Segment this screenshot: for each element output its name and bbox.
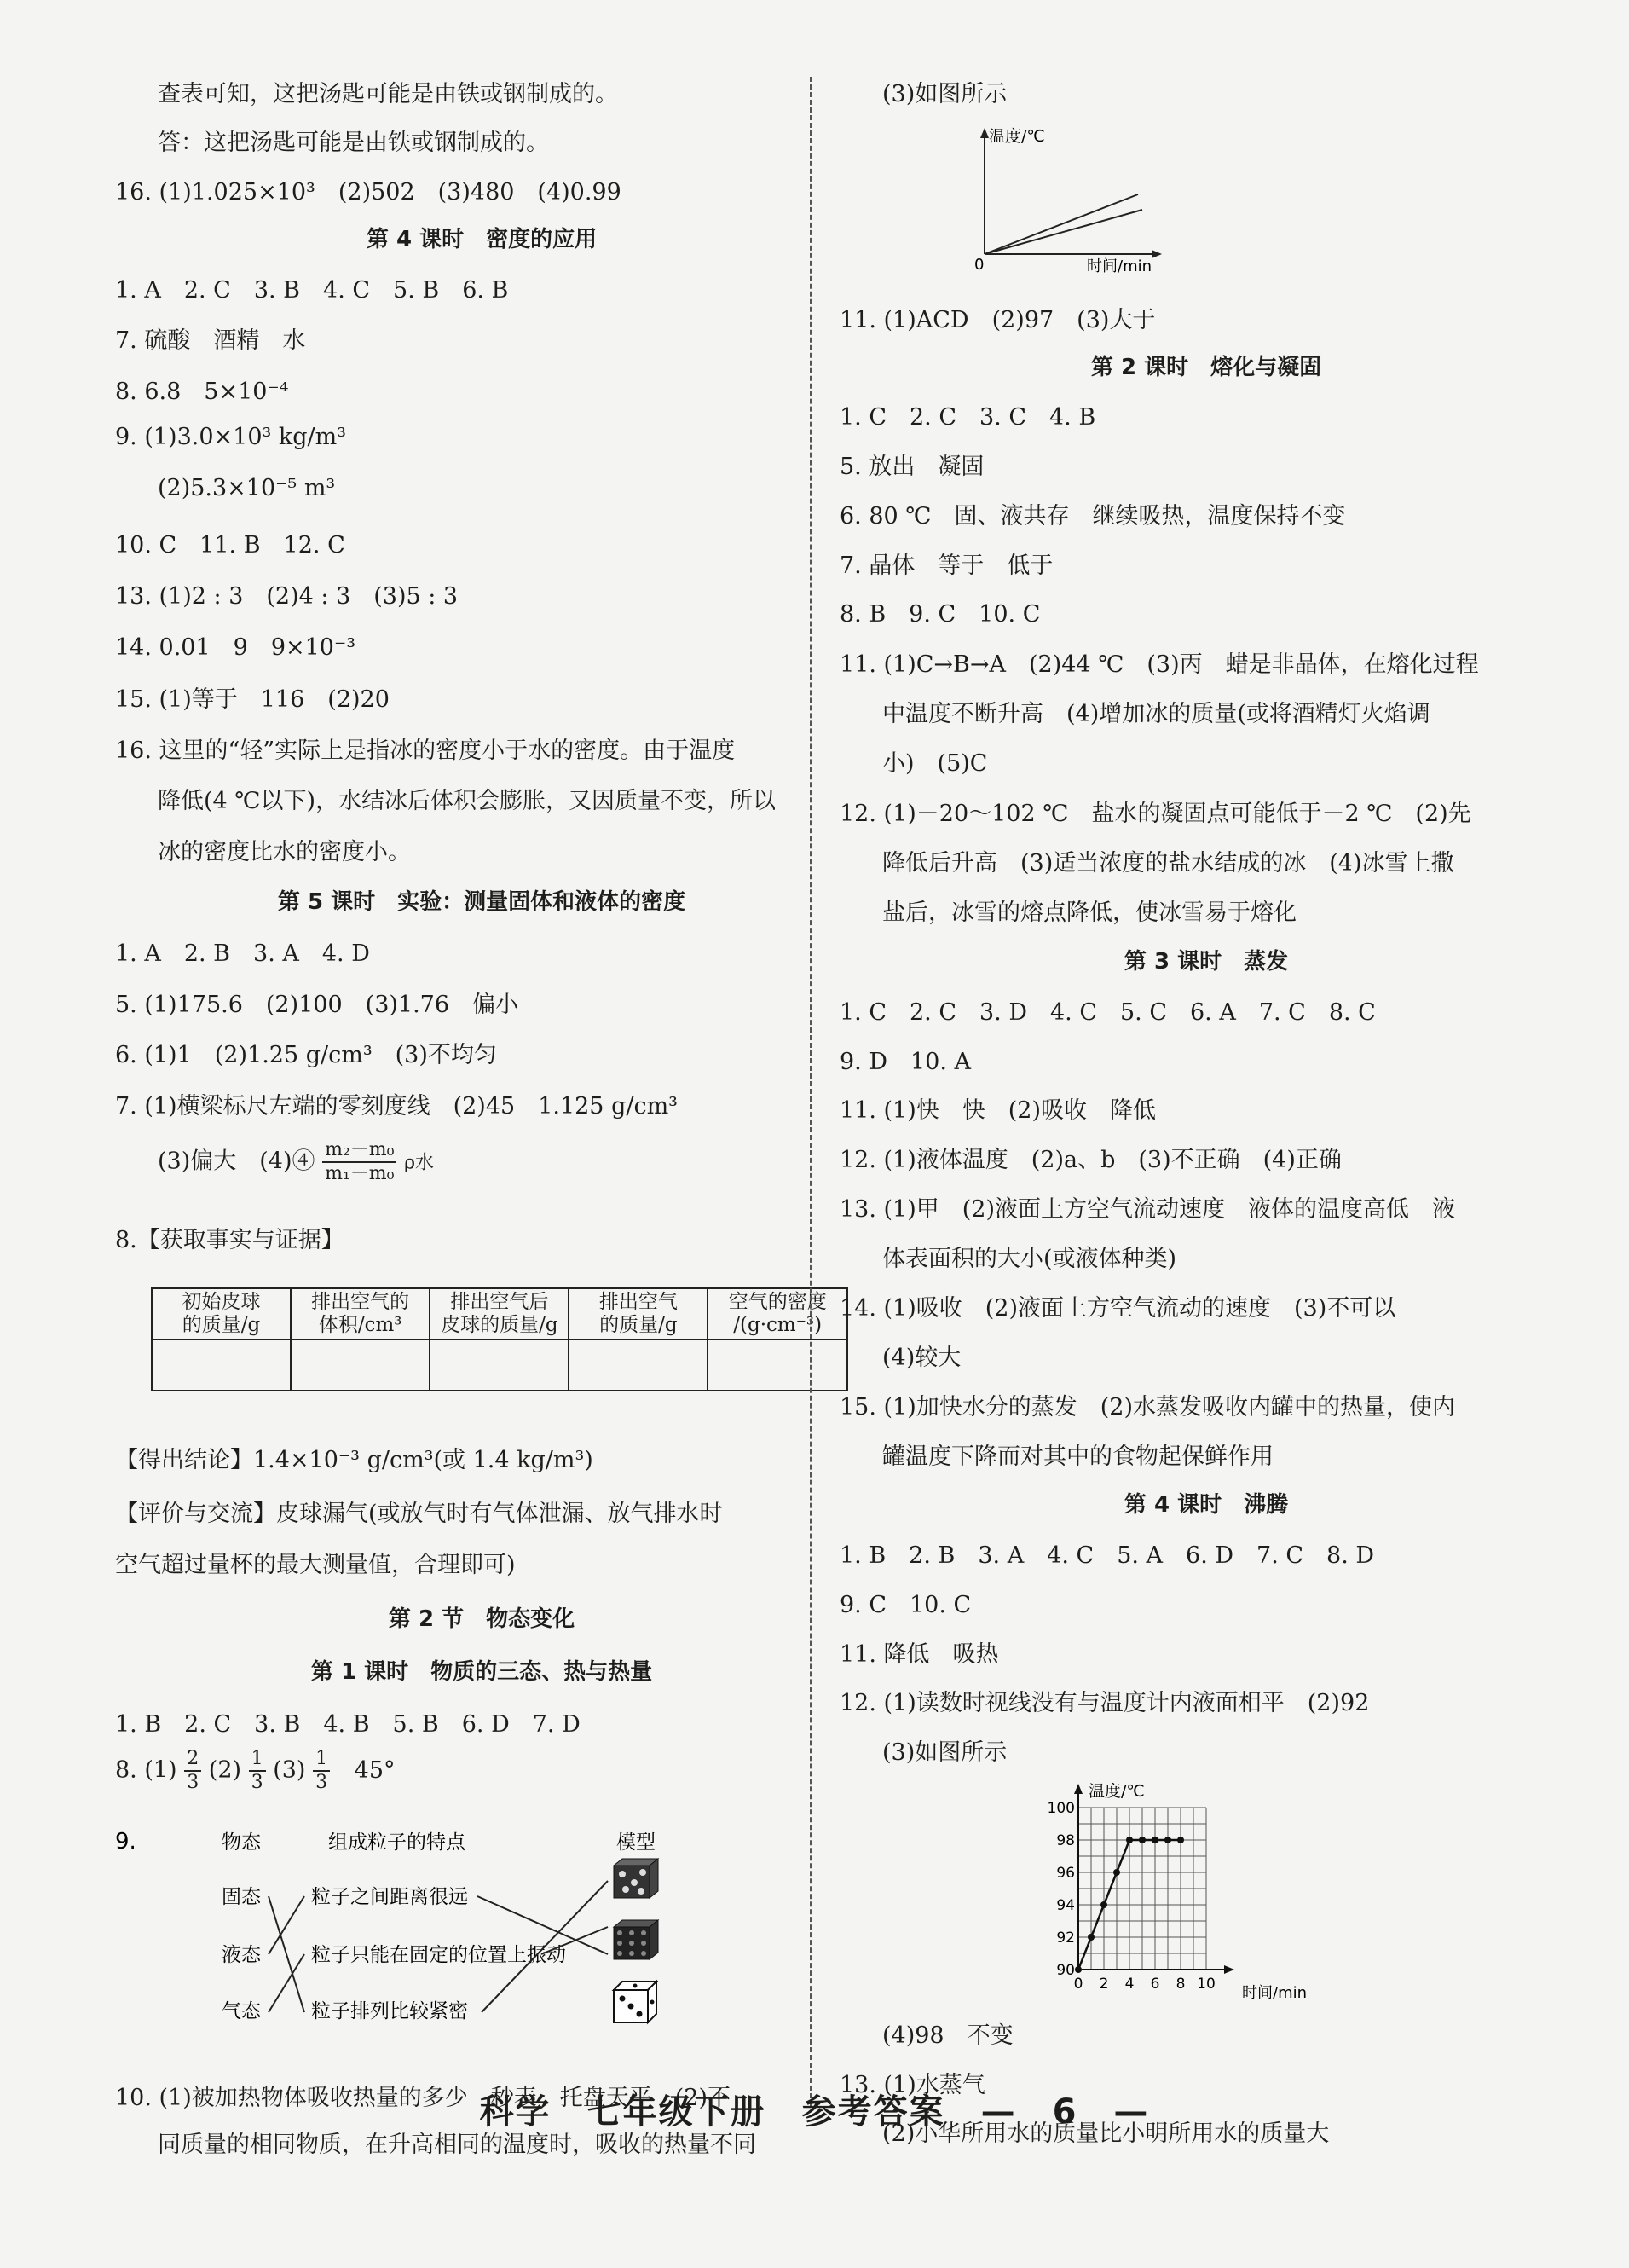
- model-icons: [614, 1859, 658, 2022]
- x-tick-label: 2: [1099, 1976, 1109, 1993]
- text-line: 降低后升高 (3)适当浓度的盐水结成的冰 (4)冰雪上撒: [882, 850, 1454, 877]
- y-tick-label: 92: [1056, 1930, 1075, 1947]
- text-line: 10. (1)被加热物体吸收热量的多少 秒表 托盘天平 (2)不: [115, 2085, 731, 2111]
- text-line: 1. C 2. C 3. D 4. C 5. C 6. A 7. C 8. C: [840, 999, 1376, 1026]
- y-tick-label: 98: [1056, 1832, 1075, 1849]
- fraction: $\frac{1}{3}$: [249, 1748, 266, 1794]
- text-line: 14. (1)吸收 (2)液面上方空气流动的速度 (3)不可以: [840, 1295, 1396, 1322]
- states-matching-diagram: [115, 1825, 848, 2063]
- table-cell-empty: [291, 1339, 430, 1391]
- text-line: 9. D 10. A: [840, 1049, 972, 1075]
- state-gas: 气态: [222, 2000, 261, 2022]
- text-line: 12. (1)－20～102 ℃ 盐水的凝固点可能低于－2 ℃ (2)先: [840, 801, 1471, 827]
- chart-axes: [1074, 1784, 1234, 1974]
- y-axis-arrow: [1074, 1784, 1083, 1794]
- section-heading: 第 5 课时 实验：测量固体和液体的密度: [277, 889, 686, 915]
- text-line: 中温度不断升高 (4)增加冰的质量(或将酒精灯火焰调: [882, 701, 1430, 727]
- text-line: 7. (1)横梁标尺左端的零刻度线 (2)45 1.125 g/cm³: [115, 1093, 678, 1120]
- section-heading: 第 1 课时 物质的三态、热与热量: [310, 1659, 653, 1685]
- feature-far: 粒子之间距离很远: [311, 1886, 468, 1908]
- table-cell: 空气的密度 /(g·cm⁻³): [708, 1288, 847, 1339]
- text-line: 12. (1)读数时视线没有与温度计内液面相平 (2)92: [840, 1690, 1370, 1716]
- text-line: 体表面积的大小(或液体种类): [882, 1246, 1177, 1272]
- text-line: 10. C 11. B 12. C: [115, 532, 345, 558]
- boiling-temperature-chart: [1044, 1778, 1308, 2004]
- temperature-sketch-graph: [968, 118, 1189, 275]
- x-axis-arrow: [1224, 1965, 1234, 1974]
- text-line: 6. (1)1 (2)1.25 g/cm³ (3)不均匀: [115, 1042, 497, 1068]
- dense-particle-model-icon: [614, 1859, 658, 1898]
- state-liquid: 液态: [222, 1944, 261, 1966]
- text-line: 9. (1)3.0×10³ kg/m³: [115, 424, 347, 450]
- fraction-prefix: (3)偏大 (4)④: [158, 1148, 315, 1175]
- text-line: 8. B 9. C 10. C: [840, 601, 1041, 628]
- text-line: 1. C 2. C 3. C 4. B: [840, 404, 1096, 431]
- text-line: 15. (1)加快水分的蒸发 (2)水蒸发吸收内罐中的热量，使内: [840, 1394, 1456, 1420]
- table-cell: 排出空气后 皮球的质量/g: [430, 1288, 569, 1339]
- text-line: 13. (1)水蒸气: [840, 2072, 985, 2098]
- lattice-model-icon: [614, 1920, 658, 1959]
- text-line: 查表可知，这把汤匙可能是由铁或钢制成的。: [158, 81, 618, 107]
- data-point: [1139, 1837, 1146, 1843]
- text-line: 5. 放出 凝固: [840, 454, 985, 480]
- header-model: 模型: [616, 1831, 656, 1854]
- feature-close: 粒子排列比较紧密: [311, 2000, 468, 2022]
- header-feature: 组成粒子的特点: [328, 1831, 465, 1854]
- table-cell-empty: [708, 1339, 847, 1391]
- text-line: 【评价与交流】皮球漏气(或放气时有气体泄漏、放气排水时: [115, 1501, 723, 1527]
- data-point: [1164, 1837, 1171, 1843]
- text-line: 16. (1)1.025×10³ (2)502 (3)480 (4)0.99: [115, 179, 621, 205]
- data-point: [1113, 1869, 1120, 1876]
- text-line: 8. 6.8 5×10⁻⁴: [115, 379, 289, 405]
- text-line: 答：这把汤匙可能是由铁或钢制成的。: [158, 130, 549, 156]
- rho-water: ρ水: [404, 1152, 434, 1174]
- y-tick-label: 96: [1056, 1865, 1075, 1882]
- text-line: 6. 80 ℃ 固、液共存 继续吸热，温度保持不变: [840, 503, 1346, 529]
- text-line-fraction: [158, 1139, 434, 1185]
- x-tick-label: 8: [1176, 1976, 1186, 1993]
- text-line: 降低(4 ℃以下)，水结冰后体积会膨胀，又因质量不变，所以: [158, 788, 777, 814]
- text-line: (4)较大: [882, 1345, 962, 1371]
- page-footer: 科学 七年级下册 参考答案 — 6 —: [479, 2092, 1150, 2132]
- graph-xlabel: 时间/min: [1087, 257, 1152, 275]
- text-line: 14. 0.01 9 9×10⁻³: [115, 634, 356, 661]
- graph-ylabel: 温度/℃: [989, 127, 1045, 146]
- text-line: (4)98 不变: [882, 2022, 1014, 2049]
- table-row: [152, 1288, 847, 1339]
- text-line-fractions: 8. (1) $\frac{2}{3}$ (2) $\frac{1}{3}$ (3) $\frac{1}{3}$ 45°: [115, 1748, 396, 1793]
- data-point: [1100, 1901, 1107, 1908]
- section-heading: 第 4 课时 密度的应用: [366, 227, 598, 252]
- text-line: 5. (1)175.6 (2)100 (3)1.76 偏小: [115, 992, 519, 1018]
- y-tick-label: 100: [1047, 1800, 1075, 1817]
- text-line: 1. A 2. B 3. A 4. D: [115, 940, 370, 967]
- text-line: 13. (1)2 : 3 (2)4 : 3 (3)5 : 3: [115, 583, 459, 610]
- text-line: 1. B 2. B 3. A 4. C 5. A 6. D 7. C 8. D: [840, 1542, 1375, 1569]
- table-cell: 排出空气的 体积/cm³: [291, 1288, 430, 1339]
- chart-ticks: [1048, 1800, 1216, 1993]
- density-fraction: [322, 1139, 396, 1185]
- text-line: 空气超过量杯的最大测量值，合理即可): [115, 1552, 516, 1578]
- graph-origin: 0: [974, 256, 985, 274]
- text-line: 同质量的相同物质，在升高相同的温度时，吸收的热量不同: [158, 2132, 756, 2158]
- fraction-numerator: m₂－m₀: [322, 1139, 396, 1163]
- text-line: 11. (1)ACD (2)97 (3)大于: [840, 307, 1156, 333]
- text-line: 16. 这里的“轻”实际上是指冰的密度小于水的密度。由于温度: [115, 738, 736, 764]
- text-line: 1. B 2. C 3. B 4. B 5. B 6. D 7. D: [115, 1711, 581, 1738]
- section-heading: 第 3 课时 蒸发: [1124, 949, 1289, 975]
- y-tick-label: 94: [1056, 1897, 1075, 1914]
- text-line: (2)5.3×10⁻⁵ m³: [158, 475, 336, 501]
- text-line: 【得出结论】1.4×10⁻³ g/cm³(或 1.4 kg/m³): [115, 1447, 593, 1473]
- data-point: [1152, 1837, 1158, 1843]
- x-tick-label: 0: [1073, 1976, 1083, 1993]
- text-line: 9. C 10. C: [840, 1592, 972, 1618]
- text-line: 8.【获取事实与证据】: [115, 1227, 344, 1253]
- fraction: $\frac{2}{3}$: [184, 1748, 201, 1794]
- x-tick-label: 4: [1124, 1976, 1135, 1993]
- text-line: 11. (1)快 快 (2)吸收 降低: [840, 1097, 1157, 1124]
- table-cell-empty: [569, 1339, 708, 1391]
- header-state: 物态: [222, 1831, 261, 1854]
- feature-vibrate: 粒子只能在固定的位置上振动: [311, 1944, 566, 1966]
- text-line: 15. (1)等于 116 (2)20: [115, 686, 390, 713]
- text-line: (2)小华所用水的质量比小明所用水的质量大: [882, 2120, 1330, 2147]
- text-line: 盐后，冰雪的熔点降低，使冰雪易于熔化: [882, 900, 1297, 926]
- section-heading: 第 2 节 物态变化: [388, 1606, 575, 1632]
- x-tick-label: 6: [1150, 1976, 1160, 1993]
- text-line: 罐温度下降而对其中的食物起保鲜作用: [882, 1444, 1274, 1470]
- section-heading: 第 4 课时 沸腾: [1124, 1492, 1289, 1518]
- x-tick-label: 10: [1197, 1976, 1216, 1993]
- table-row: [152, 1339, 847, 1391]
- text-line: (3)如图所示: [882, 1739, 1008, 1766]
- data-point: [1126, 1837, 1133, 1843]
- table-cell-empty: [430, 1339, 569, 1391]
- text-line: 11. (1)C→B→A (2)44 ℃ (3)丙 蜡是非晶体，在熔化过程: [840, 651, 1479, 678]
- text-line: 1. A 2. C 3. B 4. C 5. B 6. B: [115, 277, 509, 304]
- chart-ylabel: 温度/℃: [1089, 1782, 1145, 1801]
- question-number: 9.: [115, 1829, 136, 1854]
- table-cell: 排出空气 的质量/g: [569, 1288, 708, 1339]
- text-line: 小) (5)C: [882, 750, 988, 777]
- section-heading: 第 2 课时 熔化与凝固: [1090, 355, 1322, 380]
- data-table: [151, 1287, 848, 1391]
- text-line: 7. 晶体 等于 低于: [840, 553, 1054, 579]
- data-point: [1177, 1837, 1184, 1843]
- column-divider: [810, 77, 812, 2106]
- state-solid: 固态: [222, 1886, 261, 1908]
- fraction: $\frac{1}{3}$: [313, 1748, 330, 1794]
- fraction-denominator: m₁－m₀: [325, 1163, 395, 1184]
- text-line: (3)如图所示: [882, 81, 1008, 107]
- text-line: 7. 硫酸 酒精 水: [115, 327, 306, 354]
- table-cell: 初始皮球 的质量/g: [152, 1288, 291, 1339]
- text-line: 12. (1)液体温度 (2)a、b (3)不正确 (4)正确: [840, 1147, 1342, 1173]
- gas-dice-model-icon: [614, 1982, 656, 2022]
- data-point: [1088, 1934, 1095, 1941]
- chart-grid: [1078, 1808, 1206, 1970]
- table-cell-empty: [152, 1339, 291, 1391]
- text-line: 11. 降低 吸热: [840, 1641, 999, 1668]
- data-point: [1075, 1966, 1082, 1973]
- chart-xlabel: 时间/min: [1242, 1984, 1308, 2002]
- y-tick-label: 90: [1056, 1962, 1075, 1979]
- text-line: 13. (1)甲 (2)液面上方空气流动速度 液体的温度高低 液: [840, 1196, 1456, 1223]
- text-line: 冰的密度比水的密度小。: [158, 839, 411, 865]
